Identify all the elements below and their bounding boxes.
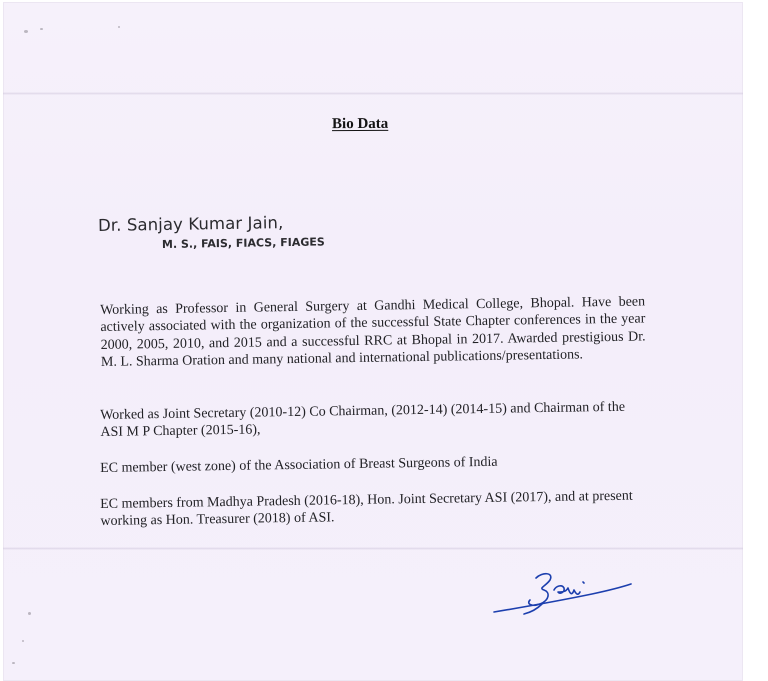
bio-paragraph: EC member (west zone) of the Association of Breast Surgeons of India [100, 454, 498, 476]
signature [488, 568, 634, 620]
bio-paragraph: Worked as Joint Secretary (2010-12) Co Chairman, (2012-14) (2014-15) and Chairman of the ASI M P Chapter (2015-16), [100, 399, 626, 441]
scan-speck [118, 26, 120, 28]
page-title: Bio Data [331, 115, 389, 133]
scan-speck [40, 28, 43, 30]
scan-speck [28, 612, 31, 615]
paper-fold-line [3, 547, 743, 550]
scan-speck [12, 662, 15, 664]
scan-speck [24, 30, 28, 33]
qualifications: M. S., FAIS, FIACS, FIAGES [161, 235, 325, 251]
scan-speck [22, 640, 24, 642]
bio-paragraph: Working as Professor in General Surgery at Gandhi Medical College, Bhopal. Have been actively associated with the organization of the successful State Chapter conferences in the year 2000, 2005, 2010, and 2015 and a successful RRC at Bhopal in 2017. Awarded prestigious Dr. M. L. Sharma Oration and many national and international publications/presentations. [100, 294, 646, 371]
bio-paragraph: EC members from Madhya Pradesh (2016-18), Hon. Joint Secretary ASI (2017), and at present working as Hon. Treasurer (2018) of ASI. [100, 488, 633, 530]
paper-fold-line [3, 92, 743, 95]
person-name: Dr. Sanjay Kumar Jain, [97, 213, 284, 235]
